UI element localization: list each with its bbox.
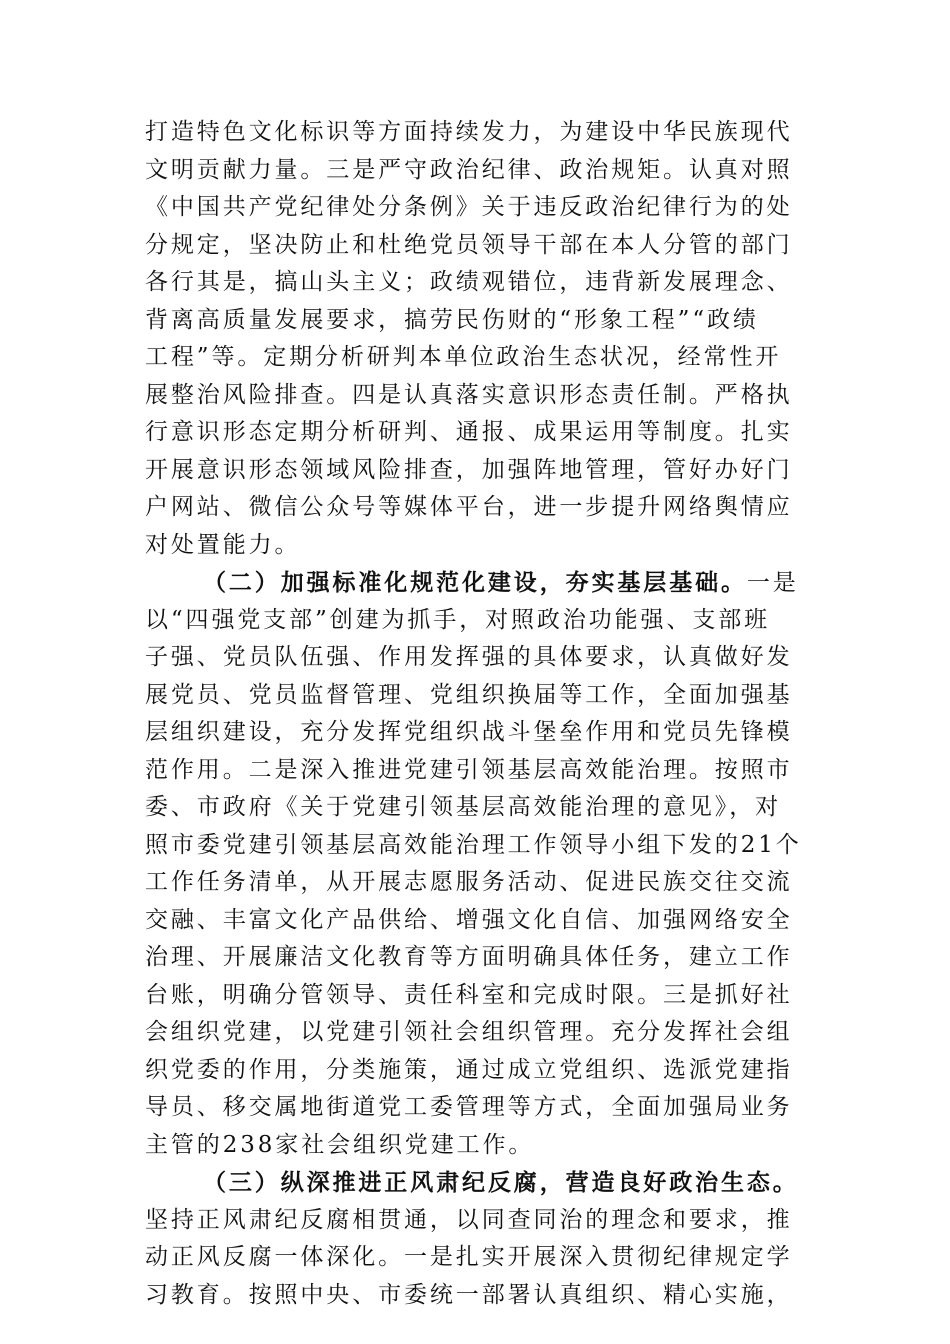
text-line: 习教育。按照中央、市委统一部署认真组织、精心实施， <box>145 1281 793 1308</box>
section-2-first-line <box>145 564 805 602</box>
text-line: 户网站、微信公众号等媒体平台，进一步提升网络舆情应 <box>145 494 793 520</box>
text-line: 《中国共产党纪律处分条例》关于违反政治纪律行为的处 <box>145 194 793 220</box>
text-line: 台账，明确分管领导、责任科室和完成时限。三是抓好社 <box>145 981 793 1008</box>
text-line: 展党员、党员监督管理、党组织换届等工作，全面加强基 <box>145 681 793 708</box>
section-2-first-line-rest: 一是 <box>746 570 799 596</box>
text-line: 动正风反腐一体深化。一是扎实开展深入贯彻纪律规定学 <box>145 1244 793 1270</box>
text-line: 委、市政府《关于党建引领基层高效能治理的意见》，对 <box>145 794 781 820</box>
document-body <box>145 114 805 1314</box>
text-line: 分规定，坚决防止和杜绝党员领导干部在本人分管的部门 <box>145 231 793 258</box>
section-3-first-line <box>145 1164 805 1202</box>
text-line: 对处置能力。 <box>145 531 301 558</box>
section-3-heading: （三）纵深推进正风肃纪反腐，营造良好政治生态。 <box>203 1169 799 1196</box>
text-line: 文明贡献力量。三是严守政治纪律、政治规矩。认真对照 <box>145 156 793 183</box>
text-line: 导员、移交属地街道党工委管理等方式，全面加强局业务 <box>145 1094 793 1120</box>
text-line: 工作任务清单，从开展志愿服务活动、促进民族交往交流 <box>145 869 793 895</box>
text-line: 交融、丰富文化产品供给、增强文化自信、加强网络安全 <box>145 906 793 933</box>
text-line: 各行其是，搞山头主义；政绩观错位，违背新发展理念、 <box>145 269 793 295</box>
text-line: 范作用。二是深入推进党建引领基层高效能治理。按照市 <box>145 756 793 783</box>
text-line: 行意识形态定期分析研判、通报、成果运用等制度。扎实 <box>145 419 793 445</box>
text-line: 层组织建设，充分发挥党组织战斗堡垒作用和党员先锋模 <box>145 719 793 745</box>
text-line: 打造特色文化标识等方面持续发力，为建设中华民族现代 <box>145 119 793 145</box>
text-line: 背离高质量发展要求，搞劳民伤财的“形象工程”“政绩 <box>145 306 759 333</box>
text-line: 坚持正风肃纪反腐相贯通，以同查同治的理念和要求，推 <box>145 1206 793 1233</box>
text-line: 工程”等。定期分析研判本单位政治生态状况，经常性开 <box>145 344 782 370</box>
text-line: 会组织党建，以党建引领社会组织管理。充分发挥社会组 <box>145 1019 793 1045</box>
text-line: 主管的238家社会组织党建工作。 <box>145 1131 535 1158</box>
text-line: 照市委党建引领基层高效能治理工作领导小组下发的21个 <box>145 831 802 858</box>
text-line: 织党委的作用，分类施策，通过成立党组织、选派党建指 <box>145 1056 793 1083</box>
text-line: 以“四强党支部”创建为抓手，对照政治功能强、支部班 <box>145 606 771 633</box>
text-line: 开展意识形态领域风险排查，加强阵地管理，管好办好门 <box>145 456 793 483</box>
text-line: 子强、党员队伍强、作用发挥强的具体要求，认真做好发 <box>145 644 793 670</box>
text-line: 治理、开展廉洁文化教育等方面明确具体任务，建立工作 <box>145 944 793 970</box>
section-2-heading: （二）加强标准化规范化建设，夯实基层基础。 <box>203 569 747 596</box>
text-line: 展整治风险排查。四是认真落实意识形态责任制。严格执 <box>145 381 793 408</box>
